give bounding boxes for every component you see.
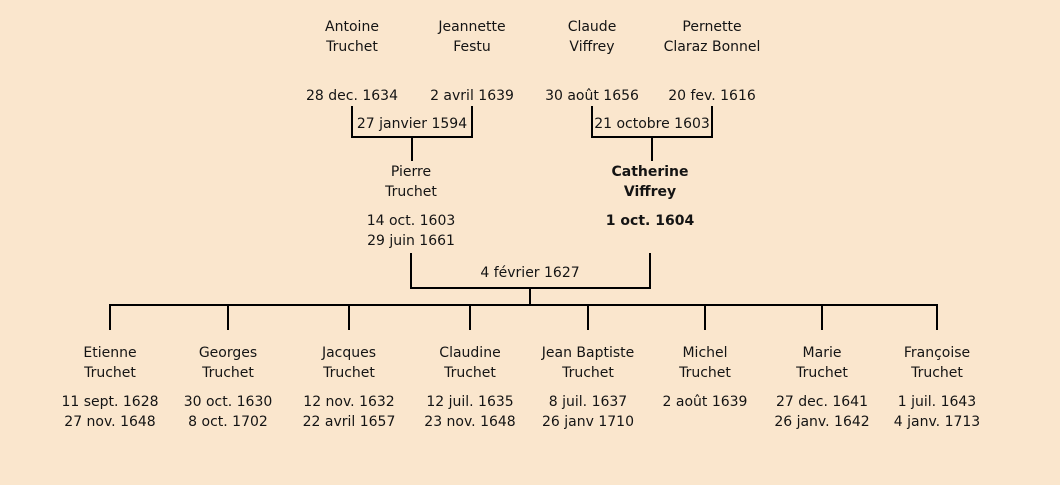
person-death-date: 22 avril 1657: [302, 414, 396, 430]
person-death-date: 8 oct. 1702: [188, 414, 268, 430]
person-name-line1: Jean Baptiste: [541, 345, 635, 361]
person-birth-date: 11 sept. 1628: [61, 394, 159, 410]
marriage-date-viffrey-claraz: 21 octobre 1603: [594, 116, 710, 132]
person-death-date: 26 janv. 1642: [774, 414, 870, 430]
person-name-line2: Viffrey: [623, 184, 677, 200]
person-death-date: 4 janv. 1713: [893, 414, 981, 430]
person-francoise-truchet: [862, 343, 1012, 432]
person-death-date: 26 janv 1710: [542, 414, 634, 430]
person-name-line2: Festu: [453, 39, 491, 55]
person-death-date: 23 nov. 1648: [424, 414, 516, 430]
person-birth-date: 12 juil. 1635: [426, 394, 514, 410]
person-birth-date: 14 oct. 1603: [366, 213, 456, 229]
person-date: 20 fev. 1616: [668, 88, 756, 104]
person-date: 2 avril 1639: [430, 88, 514, 104]
person-name-line1: Etienne: [83, 345, 137, 361]
person-death-date: 27 nov. 1648: [64, 414, 156, 430]
person-name-line1: Claude: [567, 19, 617, 35]
person-name-line2: Truchet: [202, 365, 254, 381]
person-name-line2: Truchet: [911, 365, 963, 381]
person-birth-date: 1 oct. 1604: [605, 213, 695, 229]
person-birth-date: 27 dec. 1641: [776, 394, 868, 410]
person-name-line2: Truchet: [84, 365, 136, 381]
person-name-line1: Jeannette: [438, 19, 506, 35]
person-pernette-claraz-bonnel: [637, 17, 787, 106]
marriage-date-truchet-festu: 27 janvier 1594: [356, 116, 468, 132]
person-name-line1: Françoise: [903, 345, 971, 361]
person-pierre-truchet: [336, 162, 486, 251]
person-birth-date: 12 nov. 1632: [303, 394, 395, 410]
person-name-line2: Truchet: [444, 365, 496, 381]
person-name-line2: Truchet: [323, 365, 375, 381]
person-name-line2: Truchet: [796, 365, 848, 381]
person-name-line1: Catherine: [611, 164, 689, 180]
person-name-line1: Michel: [682, 345, 728, 361]
person-name-line2: Viffrey: [569, 39, 615, 55]
person-name-line1: Claudine: [439, 345, 501, 361]
person-birth-date: 8 juil. 1637: [548, 394, 628, 410]
person-name-line2: Claraz Bonnel: [663, 39, 761, 55]
person-date: 30 août 1656: [545, 88, 639, 104]
person-name-line1: Marie: [802, 345, 842, 361]
person-name-line1: Pierre: [390, 164, 432, 180]
person-date: 28 dec. 1634: [306, 88, 398, 104]
person-catherine-viffrey: [575, 162, 725, 231]
marriage-date-pierre-catherine: 4 février 1627: [480, 265, 580, 281]
person-birth-date: 1 juil. 1643: [897, 394, 977, 410]
person-name-line1: Antoine: [325, 19, 379, 35]
person-name-line2: Truchet: [562, 365, 614, 381]
person-birth-date: 2 août 1639: [662, 394, 748, 410]
person-name-line2: Truchet: [385, 184, 437, 200]
person-death-date: 29 juin 1661: [367, 233, 455, 249]
person-name-line2: Truchet: [679, 365, 731, 381]
person-birth-date: 30 oct. 1630: [183, 394, 273, 410]
person-name-line1: Jacques: [321, 345, 377, 361]
person-name-line1: Georges: [198, 345, 258, 361]
person-name-line2: Truchet: [326, 39, 378, 55]
person-name-line1: Pernette: [682, 19, 742, 35]
